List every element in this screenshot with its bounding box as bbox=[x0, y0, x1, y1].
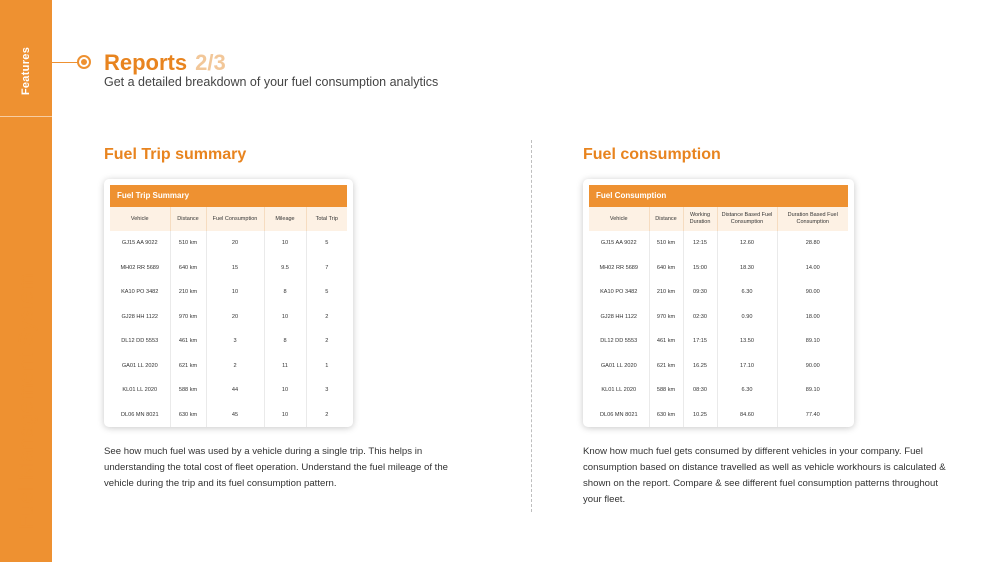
table-cell: DL06 MN 8021 bbox=[589, 403, 649, 428]
table-row bbox=[589, 403, 848, 428]
fuel-consumption-card-header: Fuel Consumption bbox=[589, 185, 848, 207]
table-cell: 210 km bbox=[649, 280, 683, 305]
fuel-consumption-title: Fuel consumption bbox=[583, 146, 721, 163]
table-row bbox=[589, 280, 848, 305]
table-cell: 90.00 bbox=[805, 362, 820, 369]
fuel-consumption-description: Know how much fuel gets consumed by different vehicles in your company. Fuel consumption based on distance travelled as well as vehicle workhours is calculated & shown on the report. Compare & see different fuel consumption patterns throughout your fleet. bbox=[583, 446, 946, 505]
table-cell: 89.10 bbox=[805, 338, 820, 345]
table-cell: 11 bbox=[264, 354, 306, 379]
table-cell: 10 bbox=[264, 403, 306, 428]
table-cell: 210 km bbox=[170, 280, 206, 305]
table-cell: DL06 MN 8021 bbox=[110, 403, 170, 428]
page-title bbox=[104, 50, 226, 76]
table-cell: 2 bbox=[206, 354, 264, 379]
table-row bbox=[589, 256, 848, 281]
table-cell: 28.80 bbox=[805, 240, 820, 247]
column-header: Working Duration bbox=[683, 207, 717, 231]
table-cell: KA10 PO 3482 bbox=[110, 280, 170, 305]
table-row bbox=[589, 329, 848, 354]
table-cell: GA01 LL 2020 bbox=[589, 354, 649, 379]
table-cell: GJ15 AA 9022 bbox=[589, 231, 649, 256]
table-cell: 6.30 bbox=[717, 378, 777, 403]
table-cell: 510 km bbox=[649, 231, 683, 256]
table-cell: 12.60 bbox=[717, 231, 777, 256]
table-cell: 8 bbox=[264, 329, 306, 354]
column-header: Vehicle bbox=[110, 207, 170, 231]
page-indicator: 2/3 bbox=[195, 50, 226, 75]
vertical-title bbox=[2, 256, 52, 546]
column-header: Distance Based Fuel Consumption bbox=[717, 207, 777, 231]
table-cell: 10 bbox=[264, 231, 306, 256]
table-cell: 5 bbox=[325, 289, 329, 296]
table-cell: 0.90 bbox=[717, 305, 777, 330]
table-cell: 588 km bbox=[170, 378, 206, 403]
sidebar-divider bbox=[0, 116, 52, 117]
sidebar-tab-features[interactable] bbox=[0, 30, 52, 112]
table-cell: 9.5 bbox=[264, 256, 306, 281]
table-cell: 15 bbox=[206, 256, 264, 281]
table-cell: GA01 LL 2020 bbox=[110, 354, 170, 379]
table-cell: 10 bbox=[206, 280, 264, 305]
page-title-text: Reports bbox=[104, 50, 188, 75]
table-cell: GJ15 AA 9022 bbox=[110, 231, 170, 256]
table-cell: GJ28 HH 1122 bbox=[110, 305, 170, 330]
table-cell: 09:30 bbox=[683, 280, 717, 305]
table-cell: 10.25 bbox=[683, 403, 717, 428]
table-cell: KA10 PO 3482 bbox=[589, 280, 649, 305]
column-header: Mileage bbox=[264, 207, 306, 231]
table-cell: 1 bbox=[325, 362, 329, 369]
table-cell: 7 bbox=[325, 264, 329, 271]
table-cell: 16.25 bbox=[683, 354, 717, 379]
table-row bbox=[589, 354, 848, 379]
table-cell: 12:15 bbox=[683, 231, 717, 256]
column-header: Total Trip bbox=[306, 207, 347, 231]
table-cell: DL12 DD 5553 bbox=[589, 329, 649, 354]
fuel-consumption-table bbox=[589, 207, 848, 427]
table-cell: 77.40 bbox=[805, 411, 820, 418]
table-cell: 461 km bbox=[649, 329, 683, 354]
table-row bbox=[110, 231, 347, 256]
table-row bbox=[110, 354, 347, 379]
table-cell: 20 bbox=[206, 305, 264, 330]
table-cell: 3 bbox=[206, 329, 264, 354]
table-cell: 5 bbox=[325, 240, 329, 247]
table-cell: 2 bbox=[325, 411, 329, 418]
table-cell: MH02 RR 5689 bbox=[589, 256, 649, 281]
vertical-title-text: Fuel Management System bbox=[15, 272, 39, 530]
fuel-consumption-card bbox=[583, 179, 854, 427]
table-cell: 970 km bbox=[170, 305, 206, 330]
table-cell: 18.30 bbox=[717, 256, 777, 281]
table-row bbox=[110, 329, 347, 354]
table-row bbox=[110, 256, 347, 281]
table-cell: 13.50 bbox=[717, 329, 777, 354]
table-cell: 08:30 bbox=[683, 378, 717, 403]
table-cell: 588 km bbox=[649, 378, 683, 403]
table-row bbox=[589, 231, 848, 256]
table-cell: 02:30 bbox=[683, 305, 717, 330]
gear-icon bbox=[77, 55, 91, 69]
table-cell: 630 km bbox=[170, 403, 206, 428]
fuel-trip-summary-description: See how much fuel was used by a vehicle during a single trip. This helps in understanding the total cost of fleet operation. Understand the fuel mileage of the vehicle during the trip and its fuel consumption pattern. bbox=[104, 446, 449, 489]
table-row bbox=[110, 305, 347, 330]
table-cell: 8 bbox=[264, 280, 306, 305]
table-cell: 45 bbox=[206, 403, 264, 428]
table-cell: 18.00 bbox=[805, 313, 820, 320]
header-connector bbox=[52, 62, 78, 63]
table-cell: 640 km bbox=[649, 256, 683, 281]
section-divider bbox=[531, 140, 532, 512]
table-row bbox=[589, 305, 848, 330]
fuel-trip-summary-title: Fuel Trip summary bbox=[104, 146, 247, 163]
table-row bbox=[589, 378, 848, 403]
table-cell: 84.60 bbox=[717, 403, 777, 428]
table-cell: 2 bbox=[325, 338, 329, 345]
table-cell: 510 km bbox=[170, 231, 206, 256]
table-cell: 621 km bbox=[170, 354, 206, 379]
table-cell: 621 km bbox=[649, 354, 683, 379]
column-header: Distance bbox=[170, 207, 206, 231]
column-header: Fuel Consumption bbox=[206, 207, 264, 231]
table-cell: 20 bbox=[206, 231, 264, 256]
table-row bbox=[110, 378, 347, 403]
table-cell: 15:00 bbox=[683, 256, 717, 281]
table-cell: DL12 DD 5553 bbox=[110, 329, 170, 354]
table-cell: 10 bbox=[264, 378, 306, 403]
table-cell: 640 km bbox=[170, 256, 206, 281]
column-header: Vehicle bbox=[589, 207, 649, 231]
table-cell: 461 km bbox=[170, 329, 206, 354]
table-cell: 2 bbox=[325, 313, 329, 320]
table-cell: 14.00 bbox=[805, 264, 820, 271]
fuel-trip-summary-table bbox=[110, 207, 347, 427]
column-header: Duration Based Fuel Consumption bbox=[777, 207, 848, 231]
table-cell: KL01 LL 2020 bbox=[110, 378, 170, 403]
table-cell: 630 km bbox=[649, 403, 683, 428]
column-header: Distance bbox=[649, 207, 683, 231]
table-row bbox=[110, 403, 347, 428]
table-cell: 970 km bbox=[649, 305, 683, 330]
page-subtitle: Get a detailed breakdown of your fuel consumption analytics bbox=[104, 75, 439, 89]
table-cell: 90.00 bbox=[805, 289, 820, 296]
table-cell: 89.10 bbox=[805, 387, 820, 394]
table-cell: 17:15 bbox=[683, 329, 717, 354]
table-cell: KL01 LL 2020 bbox=[589, 378, 649, 403]
table-cell: GJ28 HH 1122 bbox=[589, 305, 649, 330]
table-cell: MH02 RR 5689 bbox=[110, 256, 170, 281]
table-cell: 6.30 bbox=[717, 280, 777, 305]
table-cell: 10 bbox=[264, 305, 306, 330]
fuel-trip-summary-card-header: Fuel Trip Summary bbox=[110, 185, 347, 207]
table-cell: 17.10 bbox=[717, 354, 777, 379]
table-row bbox=[110, 280, 347, 305]
sidebar-tab-label: Features bbox=[19, 46, 32, 96]
table-cell: 44 bbox=[206, 378, 264, 403]
table-cell: 3 bbox=[325, 387, 329, 394]
fuel-trip-summary-card bbox=[104, 179, 353, 427]
